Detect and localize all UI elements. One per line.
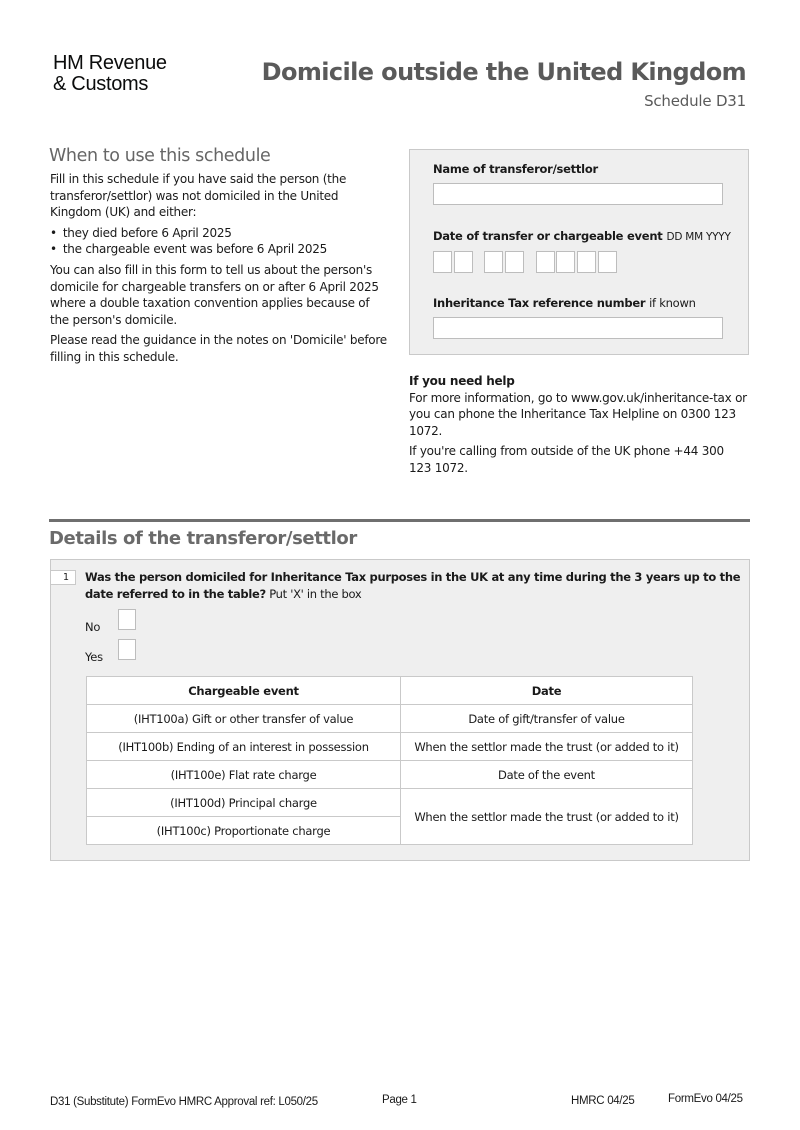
- date-day-digit-1[interactable]: [433, 251, 452, 273]
- date-year-digit-2[interactable]: [556, 251, 575, 273]
- iht-reference-field[interactable]: [433, 317, 723, 339]
- date-day-digit-2[interactable]: [454, 251, 473, 273]
- question-number: 1: [51, 570, 76, 585]
- question-bold: Was the person domiciled for Inheritance Tax purposes in the UK at any time during the 3 years up to the date referred to in the table?: [85, 570, 741, 601]
- footer-hmrc-version: HMRC 04/25: [571, 1095, 635, 1107]
- hmrc-logo: [53, 53, 167, 95]
- when-intro: Fill in this schedule if you have said the person (the transferor/settlor) was not domiciled in the United Kingdom (UK) and either:: [50, 172, 347, 220]
- name-field[interactable]: [433, 183, 723, 205]
- date-cell: Date of the event: [401, 761, 693, 789]
- date-cell: When the settlor made the trust (or added to it): [401, 733, 693, 761]
- form-title: Domicile outside the United Kingdom: [261, 58, 746, 86]
- date-year-digit-3[interactable]: [577, 251, 596, 273]
- schedule-label: Schedule D31: [644, 92, 746, 110]
- event-cell: (IHT100a) Gift or other transfer of value: [87, 705, 401, 733]
- when-para-3: Please read the guidance in the notes on 'Domicile' before filling in this schedule.: [50, 333, 387, 364]
- when-to-use-text: [50, 171, 390, 370]
- event-cell: (IHT100d) Principal charge: [87, 789, 401, 817]
- event-cell: (IHT100e) Flat rate charge: [87, 761, 401, 789]
- help-section: [409, 373, 749, 481]
- date-year-digit-4[interactable]: [598, 251, 617, 273]
- help-heading: If you need help: [409, 374, 515, 388]
- question-text: [85, 569, 745, 603]
- table-header-row: [87, 677, 693, 705]
- option-yes-checkbox[interactable]: [118, 639, 136, 660]
- date-cell: Date of gift/transfer of value: [401, 705, 693, 733]
- bullet-item: • the chargeable event was before 6 April 2025: [50, 241, 390, 258]
- date-label-text: Date of transfer or chargeable event: [433, 229, 663, 243]
- date-format-hint: DD MM YYYY: [666, 231, 731, 243]
- date-year-digit-1[interactable]: [536, 251, 555, 273]
- logo-line-1: HM Revenue: [53, 52, 167, 74]
- bullet-item: • they died before 6 April 2025: [50, 225, 390, 242]
- chargeable-event-table: [86, 676, 693, 845]
- footer-formevo-version: FormEvo 04/25: [668, 1093, 743, 1105]
- when-to-use-heading: When to use this schedule: [49, 146, 271, 166]
- question-1-box: [50, 559, 750, 861]
- question-hint: Put 'X' in the box: [269, 587, 362, 601]
- header-chargeable-event: Chargeable event: [87, 677, 401, 705]
- ref-label: [433, 296, 696, 310]
- date-label: [433, 229, 731, 243]
- table-row: [87, 789, 693, 817]
- details-heading: Details of the transferor/settlor: [49, 528, 357, 549]
- event-cell: (IHT100b) Ending of an interest in possession: [87, 733, 401, 761]
- option-yes-label: Yes: [85, 650, 103, 664]
- footer-form-ref: D31 (Substitute) FormEvo HMRC Approval ref: L050/25: [50, 1096, 318, 1108]
- table-row: [87, 705, 693, 733]
- when-bullets: [50, 225, 390, 258]
- help-text-2: If you're calling from outside of the UK phone +44 300 123 1072.: [409, 444, 724, 475]
- header-date: Date: [401, 677, 693, 705]
- name-label-text: Name of transferor/settlor: [433, 162, 598, 176]
- ref-label-text: Inheritance Tax reference number: [433, 296, 646, 310]
- when-para-2: You can also fill in this form to tell us about the person's domicile for chargeable transfers on or after 6 April 2025 where a double taxation convention applies because of the person's domicile.: [50, 262, 379, 327]
- date-month-digit-2[interactable]: [505, 251, 524, 273]
- name-label: [433, 162, 598, 176]
- transferor-panel: [409, 149, 749, 355]
- option-no-label: No: [85, 620, 101, 634]
- table-row: [87, 761, 693, 789]
- date-month-digit-1[interactable]: [484, 251, 503, 273]
- ref-hint: if known: [649, 296, 696, 310]
- section-divider: [49, 519, 750, 522]
- logo-line-2: & Customs: [53, 73, 149, 95]
- event-cell: (IHT100c) Proportionate charge: [87, 817, 401, 845]
- option-no-checkbox[interactable]: [118, 609, 136, 630]
- table-row: [87, 733, 693, 761]
- help-text-1: For more information, go to www.gov.uk/inheritance-tax or you can phone the Inheritance Tax Helpline on 0300 123 1072.: [409, 390, 747, 438]
- footer-page-number: Page 1: [382, 1094, 417, 1106]
- date-cell-merged: When the settlor made the trust (or added to it): [401, 789, 693, 845]
